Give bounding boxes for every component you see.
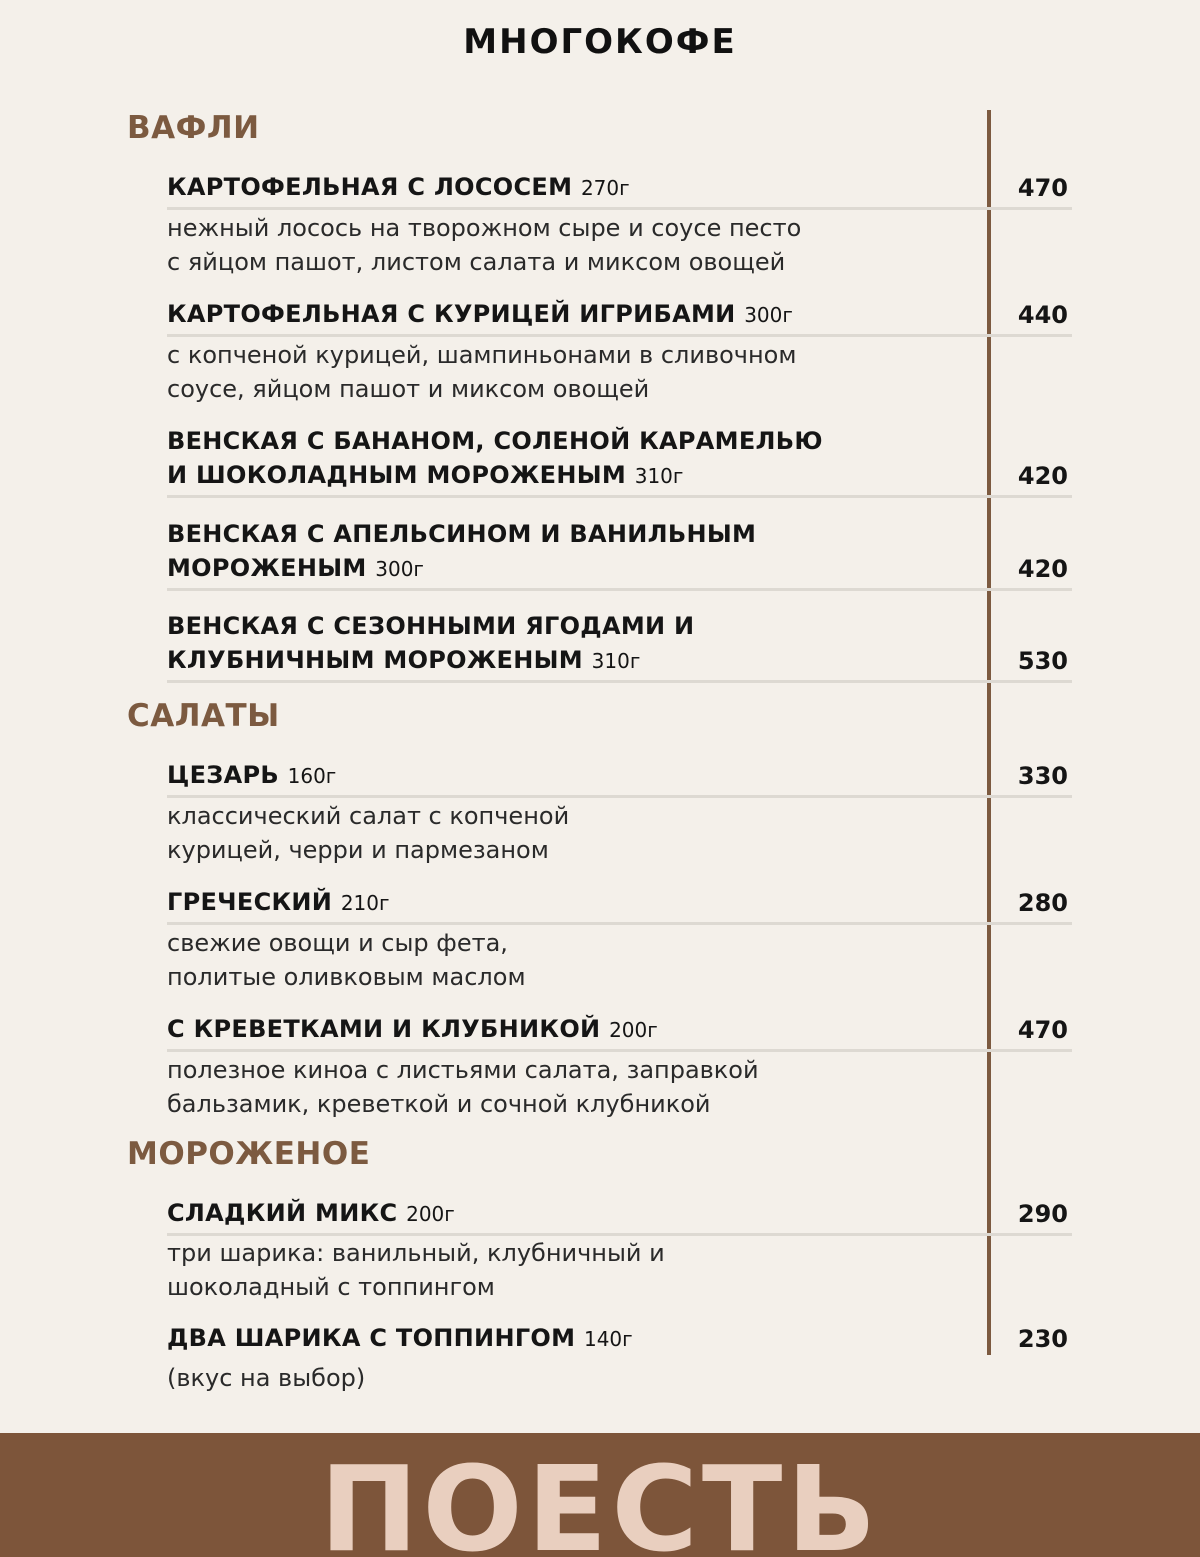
menu-item-weight: 300г xyxy=(375,557,424,581)
menu-item-price: 440 xyxy=(1017,301,1068,329)
footer-banner xyxy=(0,1433,1200,1557)
menu-item-row xyxy=(167,609,1072,683)
page-title: МНОГОКОФЕ xyxy=(463,22,737,62)
menu-item-name: ВЕНСКАЯ С БАНАНОМ, СОЛЕНОЙ КАРАМЕЛЬЮ И ШОКОЛАДНЫМ МОРОЖЕНЫМ 310г xyxy=(167,427,823,489)
menu-item-name: КАРТОФЕЛЬНАЯ С КУРИЦЕЙ ИГРИБАМИ 300г xyxy=(167,300,793,328)
footer-label: ПОЕСТЬ xyxy=(319,1440,881,1557)
menu-item-description: свежие овощи и сыр фета, политые оливковым маслом xyxy=(167,929,526,991)
menu-item-row xyxy=(167,758,1072,798)
menu-item-weight: 300г xyxy=(744,303,793,327)
menu-item-price: 470 xyxy=(1017,174,1068,202)
menu-item-price: 420 xyxy=(1017,462,1068,490)
menu-item-weight: 310г xyxy=(591,649,641,673)
menu-item-description: три шарика: ванильный, клубничный и шоколадный с топпингом xyxy=(167,1239,665,1301)
menu-item-weight: 200г xyxy=(406,1202,455,1226)
menu-item-price: 470 xyxy=(1017,1016,1068,1044)
menu-item-name: ВЕНСКАЯ С СЕЗОННЫМИ ЯГОДАМИ И КЛУБНИЧНЫМ МОРОЖЕНЫМ 310г xyxy=(167,612,695,674)
menu-item-name: КАРТОФЕЛЬНАЯ С ЛОСОСЕМ 270г xyxy=(167,173,630,201)
menu-item-row xyxy=(167,1012,1072,1052)
menu-item-name: С КРЕВЕТКАМИ И КЛУБНИКОЙ 200г xyxy=(167,1015,658,1043)
menu-item-price: 280 xyxy=(1017,889,1068,917)
menu-item-name: ВЕНСКАЯ С АПЕЛЬСИНОМ И ВАНИЛЬНЫМ МОРОЖЕНЫМ 300г xyxy=(167,520,757,582)
menu-item-description: классический салат с копченой курицей, черри и пармезаном xyxy=(167,802,570,864)
menu-item-price: 330 xyxy=(1017,762,1068,790)
menu-item-name: СЛАДКИЙ МИКС 200г xyxy=(167,1199,455,1227)
menu-item-row xyxy=(167,424,1072,498)
menu-item-weight: 310г xyxy=(634,464,684,488)
menu-item-weight: 160г xyxy=(287,764,337,788)
menu-item-description: полезное киноа с листьями салата, заправкой бальзамик, креветкой и сочной клубникой xyxy=(167,1056,759,1118)
menu-item-row xyxy=(167,1321,1072,1358)
menu-item-name: ГРЕЧЕСКИЙ 210г xyxy=(167,888,390,916)
menu-item-row xyxy=(167,517,1072,591)
menu-item-description: (вкус на выбор) xyxy=(167,1364,366,1392)
menu-item-price: 420 xyxy=(1017,555,1068,583)
menu-item-weight: 140г xyxy=(583,1327,633,1351)
section-title-salads: САЛАТЫ xyxy=(127,698,280,734)
menu-item-description: нежный лосось на творожном сыре и соусе песто с яйцом пашот, листом салата и миксом овощей xyxy=(167,214,802,276)
menu-item-row xyxy=(167,1196,1072,1236)
menu-item-price: 290 xyxy=(1017,1200,1068,1228)
menu-item-row xyxy=(167,297,1072,337)
menu-item-weight: 200г xyxy=(609,1018,658,1042)
menu-item-price: 230 xyxy=(1017,1325,1068,1353)
menu-item-price: 530 xyxy=(1017,647,1068,675)
menu-item-name: ДВА ШАРИКА С ТОППИНГОМ 140г xyxy=(167,1324,633,1352)
section-title-ice-cream: МОРОЖЕНОЕ xyxy=(127,1136,371,1172)
menu-item-name: ЦЕЗАРЬ 160г xyxy=(167,761,337,789)
section-title-waffles: ВАФЛИ xyxy=(127,110,260,146)
menu-item-row xyxy=(167,170,1072,210)
menu-item-weight: 210г xyxy=(340,891,390,915)
menu-item-row xyxy=(167,885,1072,925)
menu-item-description: с копченой курицей, шампиньонами в сливочном соусе, яйцом пашот и миксом овощей xyxy=(167,341,797,403)
menu-item-weight: 270г xyxy=(580,176,630,200)
